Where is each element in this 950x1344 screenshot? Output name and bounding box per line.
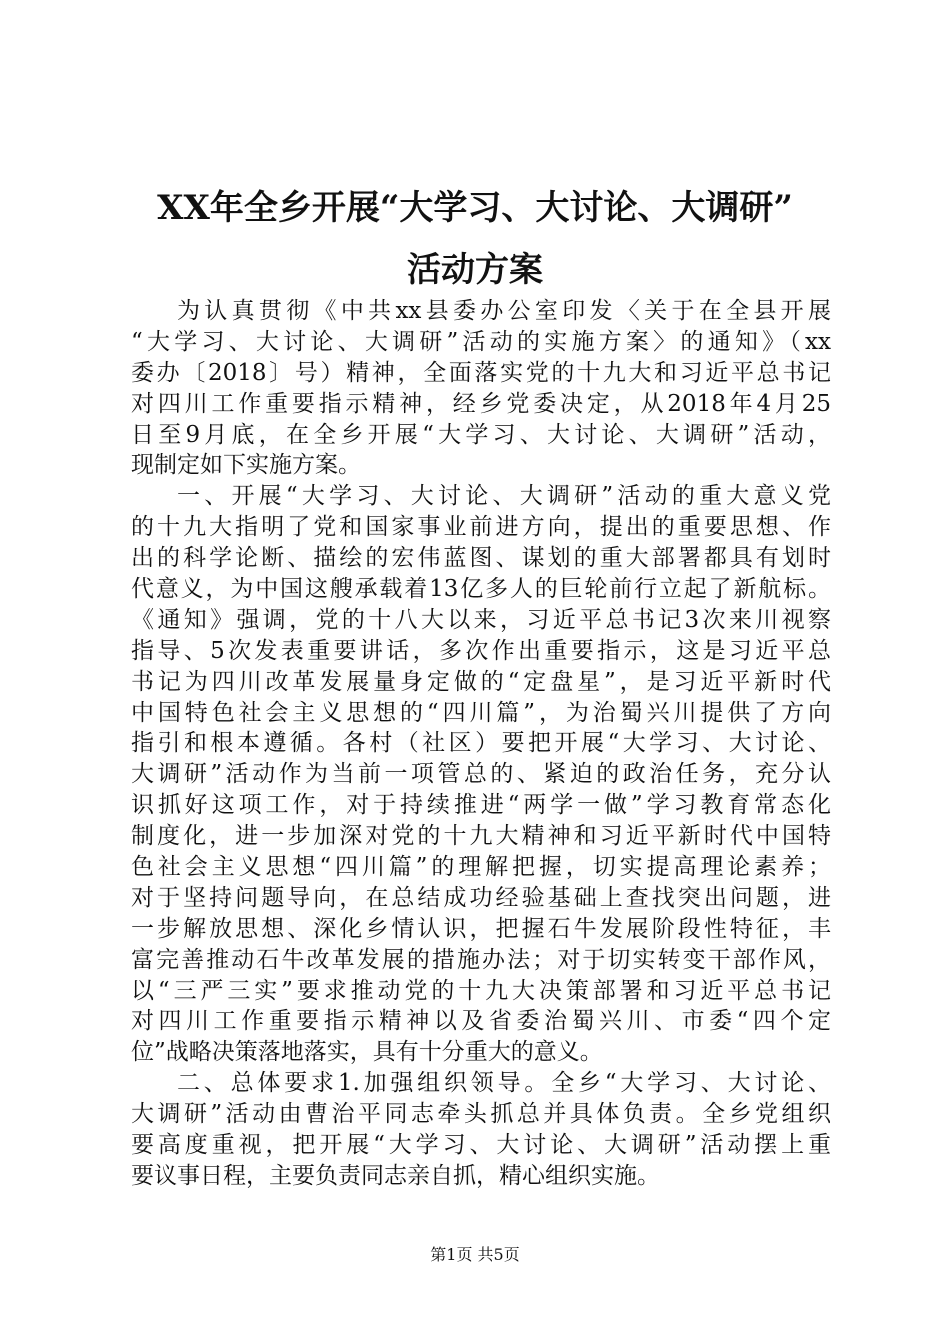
body-line: 书记为四川改革发展量身定做的“定盘星”，是习近平新时代 [131, 668, 831, 695]
body-line: 以“三严三实”要求推动党的十九大决策部署和习近平总书记 [131, 977, 831, 1004]
body-line: 一、开展“大学习、大讨论、大调研”活动的重大意义党 [177, 483, 831, 510]
body-line: 日至9月底，在全乡开展“大学习、大讨论、大调研”活动， [131, 421, 831, 448]
body-line: 一步解放思想、深化乡情认识，把握石牛发展阶段性特征，丰 [131, 915, 831, 942]
body-line: 现制定如下实施方案。 [131, 452, 361, 479]
body-line: 要高度重视，把开展“大学习、大讨论、大调研”活动摆上重 [131, 1132, 831, 1159]
body-line: 《通知》强调，党的十八大以来，习近平总书记3次来川视察 [131, 606, 831, 633]
body-line: 指导、5次发表重要讲话，多次作出重要指示，这是习近平总 [131, 637, 831, 664]
body-line: 为认真贯彻《中共xx县委办公室印发〈关于在全县开展 [177, 298, 831, 324]
body-line: 大调研”活动由曹治平同志牵头抓总并具体负责。全乡党组织 [131, 1101, 831, 1128]
body-line: 的十九大指明了党和国家事业前进方向，提出的重要思想、作 [131, 514, 831, 541]
body-line: 大调研”活动作为当前一项管总的、紧迫的政治任务，充分认 [131, 761, 831, 788]
document-title-line-1: XX年全乡开展“大学习、大讨论、大调研” [157, 188, 793, 228]
body-line: 指引和根本遵循。各村（社区）要把开展“大学习、大讨论、 [131, 730, 831, 757]
body-line: 对四川工作重要指示精神，经乡党委决定，从2018年4月25 [131, 390, 831, 417]
body-line: 制度化，进一步加深对党的十九大精神和习近平新时代中国特 [131, 823, 831, 850]
body-line: 要议事日程，主要负责同志亲自抓，精心组织实施。 [131, 1162, 660, 1189]
body-line: 出的科学论断、描绘的宏伟蓝图、谋划的重大部署都具有划时 [131, 545, 831, 572]
body-line: 识抓好这项工作，对于持续推进“两学一做”学习教育常态化 [131, 792, 831, 819]
body-line: 对四川工作重要指示精神以及省委治蜀兴川、市委“四个定 [131, 1008, 831, 1035]
body-line: 二、总体要求1.加强组织领导。全乡“大学习、大讨论、 [177, 1070, 831, 1097]
body-line: 代意义，为中国这艘承载着13亿多人的巨轮前行立起了新航标。 [131, 576, 831, 603]
body-line: 位”战略决策落地落实，具有十分重大的意义。 [131, 1039, 603, 1066]
body-line: 中国特色社会主义思想的“四川篇”，为治蜀兴川提供了方向 [131, 699, 831, 726]
body-line: 色社会主义思想“四川篇”的理解把握，切实提高理论素养； [131, 854, 831, 881]
page-number-footer: 第1页 共5页 [430, 1245, 520, 1264]
body-line: 富完善推动石牛改革发展的措施办法；对于切实转变干部作风， [131, 946, 831, 973]
document-body [131, 296, 831, 1192]
body-line: 委办〔2018〕号）精神，全面落实党的十九大和习近平总书记 [131, 359, 831, 386]
body-line: “大学习、大讨论、大调研”活动的实施方案〉的通知》（xx [131, 328, 831, 355]
body-line: 对于坚持问题导向，在总结成功经验基础上查找突出问题，进 [131, 884, 831, 911]
document-title-line-2: 活动方案 [407, 250, 543, 290]
